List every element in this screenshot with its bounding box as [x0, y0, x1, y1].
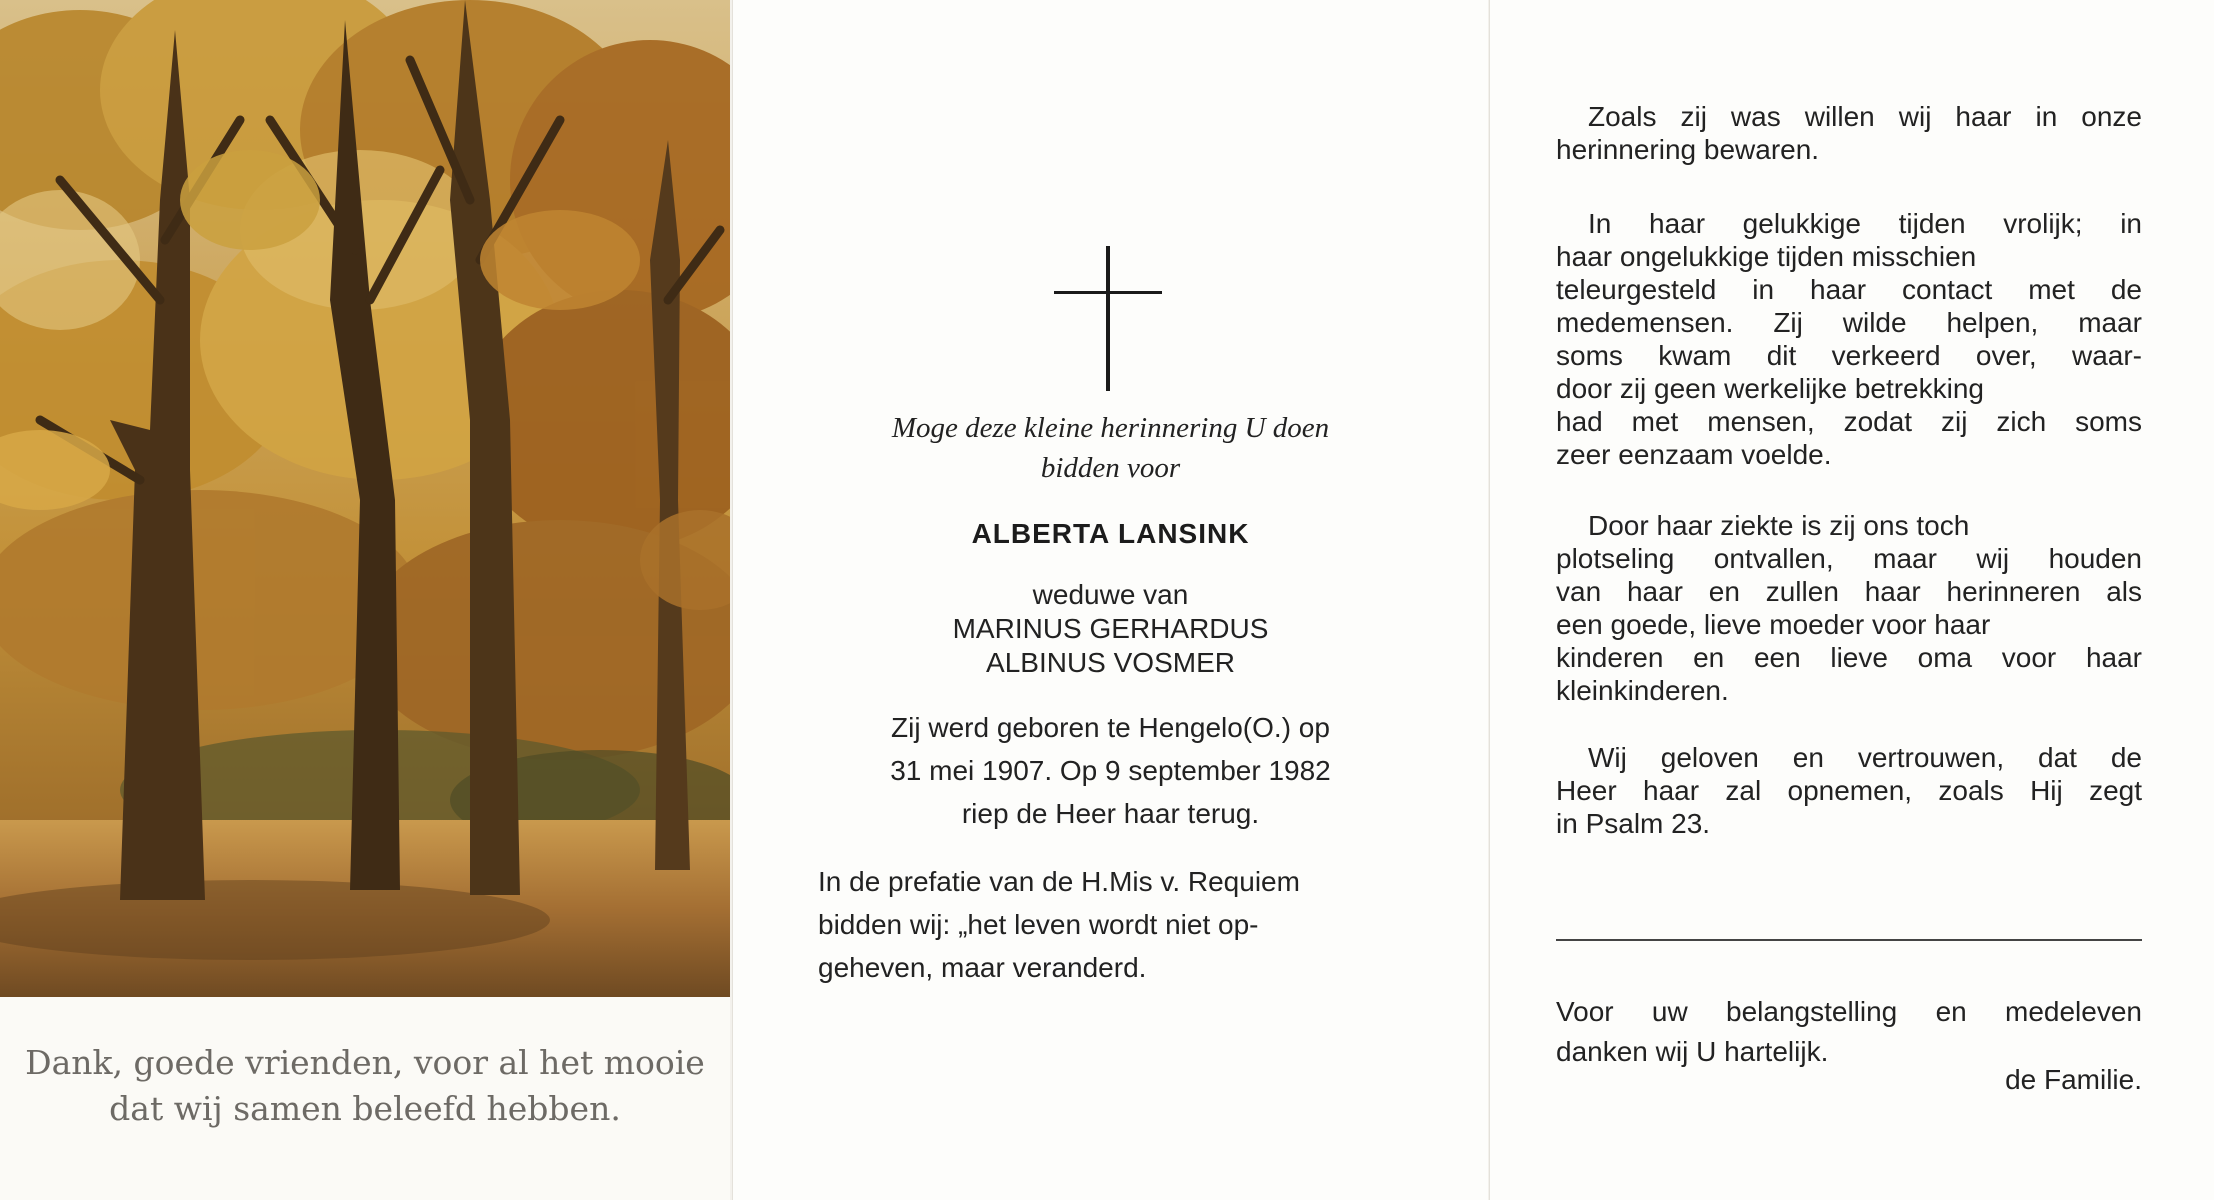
- p2-line-1: In haar gelukkige tijden vrolijk; in: [1588, 208, 2142, 239]
- p2-line-4: medemensen. Zij wilde helpen, maar: [1556, 307, 2142, 338]
- intro-line-1: Moge deze kleine herinnering U doen: [891, 412, 1330, 444]
- paragraph-1: [1556, 100, 2142, 166]
- p1-line-2: herinnering bewaren.: [1556, 134, 1820, 165]
- left-card: [0, 0, 730, 1200]
- thanks-line-2: danken wij U hartelijk.: [1556, 1036, 1829, 1067]
- p2-line-7: had met mensen, zodat zij zich soms: [1556, 406, 2142, 437]
- requiem-preface: [818, 860, 1418, 989]
- intro-line-2: bidden voor: [1040, 452, 1181, 484]
- p3-line-5: kinderen en een lieve oma voor haar: [1556, 642, 2142, 673]
- born-line-3: riep de Heer haar terug.: [961, 798, 1260, 829]
- right-card: [1489, 0, 2214, 1200]
- cross-icon: [733, 246, 1488, 396]
- p3-line-6: kleinkinderen.: [1556, 675, 1729, 706]
- preface-line-1: In de prefatie van de H.Mis v. Requiem: [818, 866, 1300, 897]
- p4-line-1: Wij geloven en vertrouwen, dat de: [1588, 742, 2142, 773]
- thanks-text: [1556, 992, 2142, 1072]
- paragraph-3: [1556, 509, 2142, 707]
- born-line-2: 31 mei 1907. Op 9 september 1982: [890, 755, 1331, 786]
- birth-death-text: [733, 706, 1488, 835]
- divider-line: [1556, 939, 2142, 941]
- preface-line-3: geheven, maar veranderd.: [818, 952, 1147, 983]
- widow-line-1: weduwe van: [1032, 579, 1189, 610]
- family-signature: de Familie.: [2005, 1064, 2142, 1095]
- caption-line-2: dat wij samen beleefd hebben.: [109, 1089, 621, 1128]
- p4-line-3: in Psalm 23.: [1556, 808, 1711, 839]
- p2-line-3: teleurgesteld in haar contact met de: [1556, 274, 2142, 305]
- p3-line-3: van haar en zullen haar herinneren als: [1556, 576, 2142, 607]
- paragraph-4: [1556, 741, 2142, 840]
- p2-line-5: soms kwam dit verkeerd over, waar-: [1556, 340, 2142, 371]
- born-line-1: Zij werd geboren te Hengelo(O.) op: [891, 712, 1330, 743]
- p2-line-8: zeer eenzaam voelde.: [1556, 439, 1832, 470]
- middle-card: [732, 0, 1488, 1200]
- p2-line-2: haar ongelukkige tijden misschien: [1556, 241, 1977, 272]
- gratitude-caption: [0, 1040, 730, 1132]
- widow-line-2: MARINUS GERHARDUS: [952, 613, 1269, 644]
- remembrance-intro: [733, 408, 1488, 488]
- autumn-forest-photo: [0, 0, 730, 997]
- paragraph-2: [1556, 207, 2142, 471]
- p3-line-4: een goede, lieve moeder voor haar: [1556, 609, 1991, 640]
- p1-line-1: Zoals zij was willen wij haar in onze: [1588, 101, 2142, 132]
- p3-line-1: Door haar ziekte is zij ons toch: [1588, 510, 1970, 541]
- thanks-line-1: Voor uw belangstelling en medeleven: [1556, 996, 2142, 1027]
- forest-illustration: [0, 0, 730, 997]
- deceased-name: ALBERTA LANSINK: [971, 518, 1250, 549]
- p2-line-6: door zij geen werkelijke betrekking: [1556, 373, 1984, 404]
- widow-line-3: ALBINUS VOSMER: [986, 647, 1235, 678]
- preface-line-2: bidden wij: „het leven wordt niet op-: [818, 909, 1259, 940]
- p4-line-2: Heer haar zal opnemen, zoals Hij zegt: [1556, 775, 2142, 806]
- widow-of: [733, 578, 1488, 680]
- p3-line-2: plotseling ontvallen, maar wij houden: [1556, 543, 2142, 574]
- caption-line-1: Dank, goede vrienden, voor al het mooie: [25, 1043, 705, 1082]
